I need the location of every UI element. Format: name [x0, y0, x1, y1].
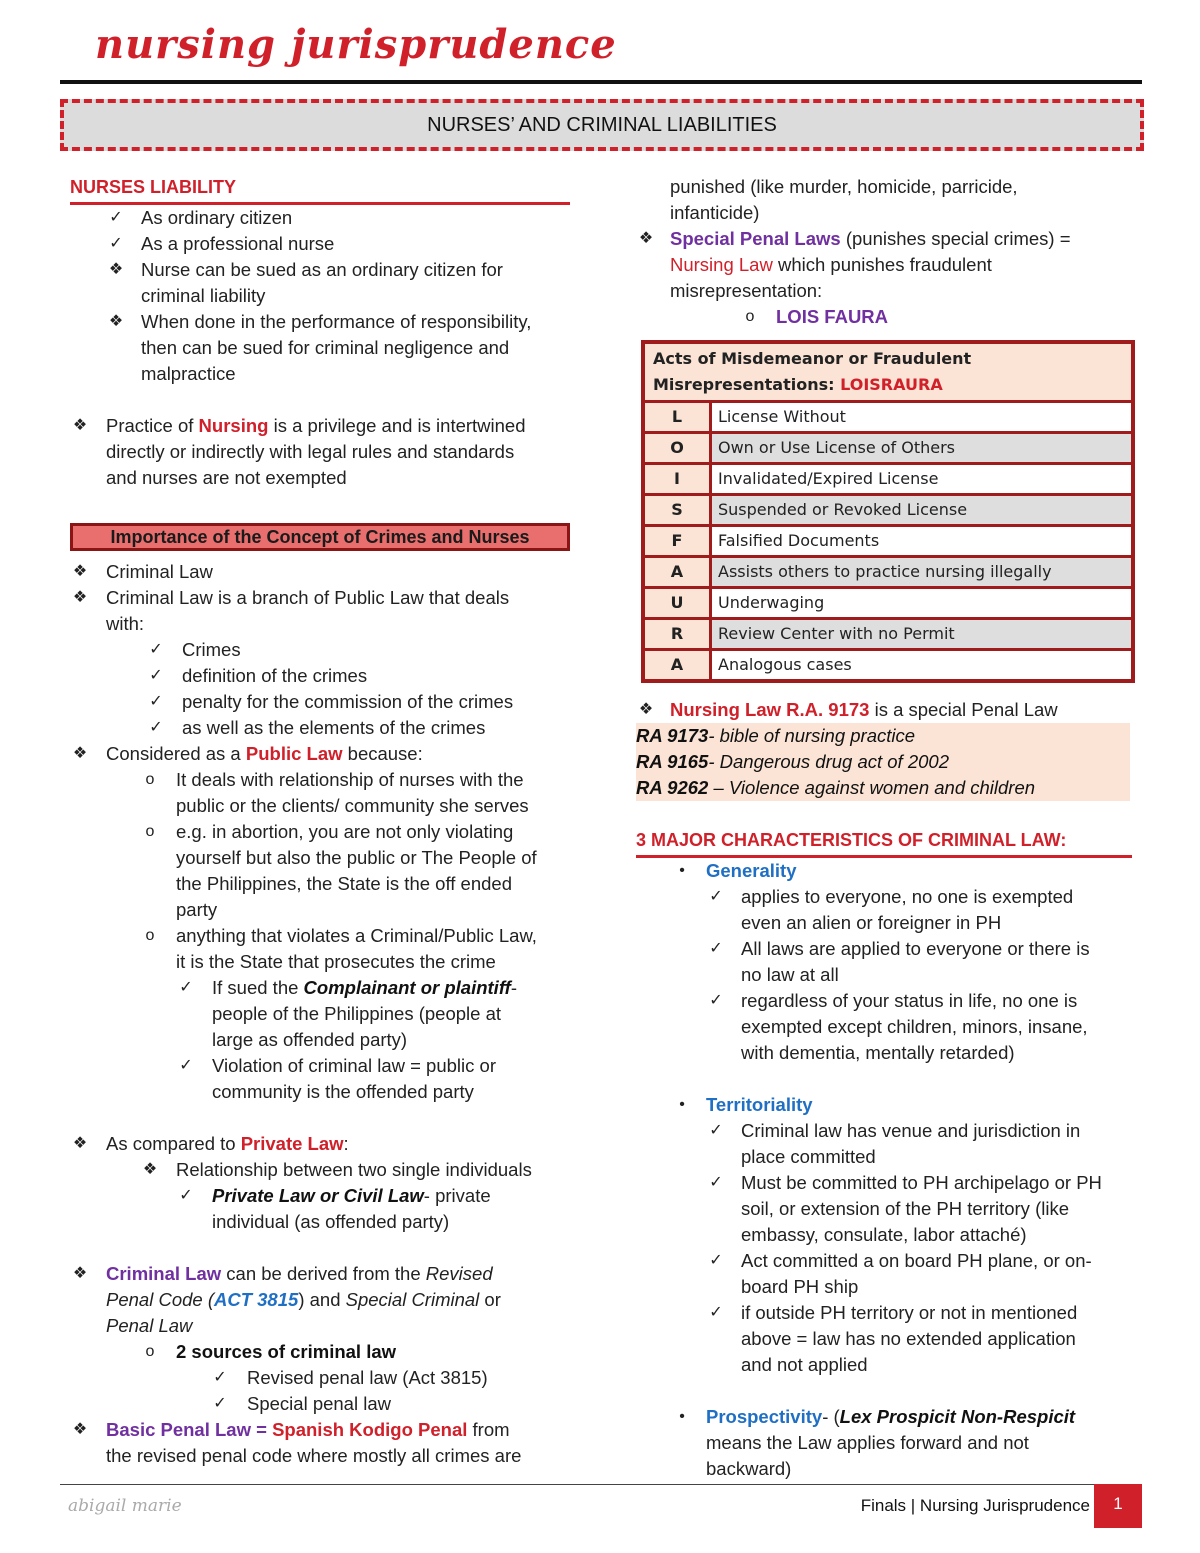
list-item: Crimes: [182, 639, 241, 660]
round-bullet-icon: •: [679, 862, 685, 879]
list-item: [212, 975, 517, 1001]
circle-bullet-icon: o: [145, 771, 155, 788]
diamond-bullet-icon: ❖: [72, 1135, 88, 1152]
row-meaning: Suspended or Revoked License: [711, 495, 1134, 526]
spanish-kodigo-keyword: Spanish Kodigo Penal: [272, 1419, 468, 1440]
list-item: e.g. in abortion, you are not only violating: [176, 821, 514, 842]
diamond-bullet-icon: ❖: [108, 313, 124, 330]
circle-bullet-icon: o: [745, 308, 755, 325]
diamond-bullet-icon: ❖: [638, 230, 654, 247]
list-item-continued: place committed: [741, 1146, 876, 1167]
list-item: As ordinary citizen: [141, 207, 293, 228]
text-run: because:: [342, 743, 423, 764]
list-item: Relationship between two single individuals: [176, 1159, 532, 1180]
list-item-continued: criminal liability: [141, 285, 266, 306]
list-item: [106, 1417, 510, 1443]
list-item-continued: malpractice: [141, 363, 236, 384]
practice-paragraph: [106, 413, 526, 439]
nursing-law-keyword: Nursing Law: [670, 254, 773, 275]
text-run: Penal Code (: [106, 1289, 214, 1310]
list-item: It deals with relationship of nurses with the: [176, 769, 524, 790]
footer-text: Finals | Nursing Jurisprudence: [860, 1496, 1090, 1515]
round-bullet-icon: •: [679, 1096, 685, 1113]
list-item: [212, 1183, 491, 1209]
list-item-continued: with dementia, mentally retarded): [741, 1042, 1015, 1063]
act-keyword: ACT 3815: [213, 1289, 299, 1310]
row-meaning: License Without: [711, 402, 1134, 433]
table-row: [643, 619, 1133, 650]
check-icon: ✓: [109, 235, 123, 252]
list-item: As a professional nurse: [141, 233, 335, 254]
table-row: [643, 526, 1133, 557]
table-row: [643, 650, 1133, 682]
list-item-continued: means the Law applies forward and not: [706, 1432, 1029, 1453]
circle-bullet-icon: o: [145, 927, 155, 944]
diamond-bullet-icon: ❖: [72, 1265, 88, 1282]
ra-desc: – Violence against women and children: [708, 777, 1036, 798]
list-item: regardless of your status in life, no one is: [741, 990, 1078, 1011]
text-run: - private: [423, 1185, 491, 1206]
list-item-continued: public or the clients/ community she serves: [176, 795, 529, 816]
characteristics-heading: 3 MAJOR CHARACTERISTICS OF CRIMINAL LAW:: [636, 830, 1067, 850]
latin-maxim: Lex Prospicit Non-Respicit: [839, 1406, 1076, 1427]
check-icon: ✓: [709, 1174, 723, 1191]
list-item: Act committed a on board PH plane, or on-: [741, 1250, 1092, 1271]
list-item: penalty for the commission of the crimes: [182, 691, 514, 712]
list-item: [106, 1261, 493, 1287]
lois-faura-keyword: LOIS FAURA: [776, 306, 889, 327]
list-item-continued: infanticide): [670, 202, 760, 223]
list-item: [706, 1404, 1075, 1430]
list-item: [106, 1131, 349, 1157]
list-item: Must be committed to PH archipelago or PH: [741, 1172, 1102, 1193]
text-run: - (: [822, 1406, 840, 1427]
circle-bullet-icon: o: [145, 1343, 155, 1360]
text-run: Practice of: [106, 415, 199, 436]
list-item-continued: board PH ship: [741, 1276, 859, 1297]
check-icon: ✓: [179, 979, 193, 996]
sources-heading: 2 sources of criminal law: [176, 1341, 397, 1362]
diamond-bullet-icon: ❖: [142, 1161, 158, 1178]
text-run: As compared to: [106, 1133, 241, 1154]
row-letter: A: [643, 650, 711, 682]
criminal-law-keyword: Criminal Law: [106, 1263, 222, 1284]
list-item: if outside PH territory or not in mentioned: [741, 1302, 1078, 1323]
text-run: Revised: [425, 1263, 493, 1284]
check-icon: ✓: [213, 1395, 227, 1412]
author-signature: abigail marie: [68, 1496, 182, 1516]
row-meaning: Assists others to practice nursing illegally: [711, 557, 1134, 588]
ra-item: [636, 723, 1130, 749]
diamond-bullet-icon: ❖: [72, 1421, 88, 1438]
text-run: :: [343, 1133, 349, 1154]
document-title: nursing jurisprudence: [95, 21, 617, 68]
list-item-continued: it is the State that prosecutes the crime: [176, 951, 496, 972]
list-item-continued: above = law has no extended application: [741, 1328, 1076, 1349]
list-item-continued: individual (as offended party): [212, 1211, 450, 1232]
row-letter: U: [643, 588, 711, 619]
list-item-continued: people of the Philippines (people at: [212, 1003, 502, 1024]
diamond-bullet-icon: ❖: [72, 563, 88, 580]
acronym-keyword: LOISRAURA: [840, 375, 943, 394]
list-item: When done in the performance of responsibility,: [141, 311, 532, 332]
text-run: can be derived from the: [221, 1263, 426, 1284]
importance-heading: Importance of the Concept of Crimes and Nurses: [70, 523, 570, 551]
row-letter: F: [643, 526, 711, 557]
check-icon: ✓: [179, 1187, 193, 1204]
check-icon: ✓: [709, 992, 723, 1009]
footer-divider: [60, 1484, 1142, 1485]
list-item-continued: community is the offended party: [212, 1081, 474, 1102]
list-item: anything that violates a Criminal/Public Law,: [176, 925, 537, 946]
list-item-continued: punished (like murder, homicide, parricide,: [670, 176, 1018, 197]
list-item-continued: the Philippines, the State is the off ended: [176, 873, 512, 894]
list-item-continued: [670, 252, 992, 278]
ra-desc: - Dangerous drug act of 2002: [708, 751, 949, 772]
row-meaning: Review Center with no Permit: [711, 619, 1134, 650]
ra-code: RA 9165: [636, 751, 709, 772]
table-row: [643, 588, 1133, 619]
list-item: definition of the crimes: [182, 665, 368, 686]
row-meaning: Underwaging: [711, 588, 1134, 619]
row-meaning: Analogous cases: [711, 650, 1134, 682]
public-law-keyword: Public Law: [245, 743, 343, 764]
list-item-continued: backward): [706, 1458, 792, 1479]
list-item: Nurse can be sued as an ordinary citizen for: [141, 259, 503, 280]
text-run: from: [467, 1419, 510, 1440]
row-letter: O: [643, 433, 711, 464]
nursing-law-ra-keyword: Nursing Law R.A. 9173: [670, 699, 870, 720]
basic-penal-keyword: Basic Penal Law =: [106, 1419, 273, 1440]
list-item: Special penal law: [247, 1393, 391, 1414]
text-run: or: [479, 1289, 501, 1310]
list-item-continued: then can be sued for criminal negligence and: [141, 337, 510, 358]
check-icon: ✓: [709, 888, 723, 905]
diamond-bullet-icon: ❖: [108, 261, 124, 278]
liability-heading: NURSES LIABILITY: [70, 177, 237, 197]
diamond-bullet-icon: ❖: [72, 589, 88, 606]
ra-item: [636, 749, 1130, 775]
paragraph-line: and nurses are not exempted: [106, 467, 347, 488]
list-item: Revised penal law (Act 3815): [247, 1367, 488, 1388]
circle-bullet-icon: o: [145, 823, 155, 840]
table-row: [643, 557, 1133, 588]
list-item: Criminal Law: [106, 561, 213, 582]
table-heading-line: Acts of Misdemeanor or Fraudulent: [653, 349, 972, 368]
list-item: [106, 741, 423, 767]
list-item-continued: [106, 1287, 501, 1313]
text-run: If sued the: [212, 977, 304, 998]
text-run: Considered as a: [106, 743, 246, 764]
list-item: Criminal law has venue and jurisdiction in: [741, 1120, 1081, 1141]
row-meaning: Own or Use License of Others: [711, 433, 1134, 464]
list-item-continued: the revised penal code where mostly all crimes are: [106, 1445, 522, 1466]
list-item-continued: exempted except children, minors, insane,: [741, 1016, 1088, 1037]
list-item-continued: Penal Law: [106, 1315, 193, 1336]
text-run: is a special Penal Law: [869, 699, 1058, 720]
round-bullet-icon: •: [679, 1408, 685, 1425]
text-run: -: [510, 977, 517, 998]
check-icon: ✓: [709, 1304, 723, 1321]
text-run: which punishes fraudulent: [772, 254, 992, 275]
generality-keyword: Generality: [706, 860, 797, 881]
list-item-continued: large as offended party): [212, 1029, 408, 1050]
section-banner: NURSES’ AND CRIMINAL LIABILITIES: [60, 99, 1144, 151]
table-row: [643, 495, 1133, 526]
check-icon: ✓: [709, 940, 723, 957]
ra-code: RA 9262: [636, 777, 709, 798]
ra-code: RA 9173: [636, 725, 709, 746]
row-meaning: Falsified Documents: [711, 526, 1134, 557]
diamond-bullet-icon: ❖: [72, 417, 88, 434]
territoriality-keyword: Territoriality: [706, 1094, 813, 1115]
list-item: All laws are applied to everyone or there is: [741, 938, 1090, 959]
list-item: applies to everyone, no one is exempted: [741, 886, 1074, 907]
text-run: (punishes special crimes) =: [840, 228, 1071, 249]
complainant-keyword: Complainant or plaintiff: [303, 977, 511, 998]
diamond-bullet-icon: ❖: [638, 701, 654, 718]
list-item-continued: soil, or extension of the PH territory (like: [741, 1198, 1069, 1219]
ra-desc: - bible of nursing practice: [708, 725, 916, 746]
list-item-continued: even an alien or foreigner in PH: [741, 912, 1002, 933]
check-icon: ✓: [179, 1057, 193, 1074]
table-heading: [643, 342, 1133, 402]
list-item: [670, 697, 1058, 723]
page-number: 1: [1094, 1484, 1142, 1528]
table-row: [643, 402, 1133, 433]
table-row: [643, 464, 1133, 495]
header-divider: [60, 80, 1142, 84]
text-run: ) and: [298, 1289, 346, 1310]
table-heading-line: Misrepresentations:: [653, 375, 841, 394]
check-icon: ✓: [149, 719, 163, 736]
text-run: Special Criminal: [345, 1289, 480, 1310]
list-item: [670, 226, 1071, 252]
check-icon: ✓: [213, 1369, 227, 1386]
row-letter: A: [643, 557, 711, 588]
private-law-keyword: Private Law: [240, 1133, 344, 1154]
list-item: Violation of criminal law = public or: [212, 1055, 496, 1076]
list-item-continued: embassy, consulate, labor attaché): [741, 1224, 1027, 1245]
paragraph-line: directly or indirectly with legal rules and standards: [106, 441, 515, 462]
list-item-continued: yourself but also the public or The People of: [176, 847, 537, 868]
prospectivity-keyword: Prospectivity: [706, 1406, 823, 1427]
list-item-continued: misrepresentation:: [670, 280, 823, 301]
check-icon: ✓: [109, 209, 123, 226]
check-icon: ✓: [709, 1122, 723, 1139]
ra-list: [636, 723, 1130, 801]
left-column: [70, 174, 570, 1469]
row-letter: S: [643, 495, 711, 526]
special-penal-keyword: Special Penal Laws: [670, 228, 841, 249]
list-item-continued: no law at all: [741, 964, 839, 985]
right-column: [636, 174, 1132, 1482]
table-row: [643, 433, 1133, 464]
row-meaning: Invalidated/Expired License: [711, 464, 1134, 495]
check-icon: ✓: [149, 641, 163, 658]
check-icon: ✓: [709, 1252, 723, 1269]
nursing-keyword: Nursing: [198, 415, 269, 436]
text-run: is a privilege and is intertwined: [268, 415, 526, 436]
list-item: as well as the elements of the crimes: [182, 717, 486, 738]
list-item-continued: party: [176, 899, 218, 920]
list-item: Criminal Law is a branch of Public Law that deals: [106, 587, 510, 608]
row-letter: L: [643, 402, 711, 433]
check-icon: ✓: [149, 693, 163, 710]
diamond-bullet-icon: ❖: [72, 745, 88, 762]
row-letter: I: [643, 464, 711, 495]
ra-item: [636, 775, 1130, 801]
private-civil-keyword: Private Law or Civil Law: [212, 1185, 424, 1206]
list-item-continued: and not applied: [741, 1354, 868, 1375]
loisraura-table: [641, 340, 1135, 683]
row-letter: R: [643, 619, 711, 650]
list-item-continued: with:: [106, 613, 145, 634]
check-icon: ✓: [149, 667, 163, 684]
